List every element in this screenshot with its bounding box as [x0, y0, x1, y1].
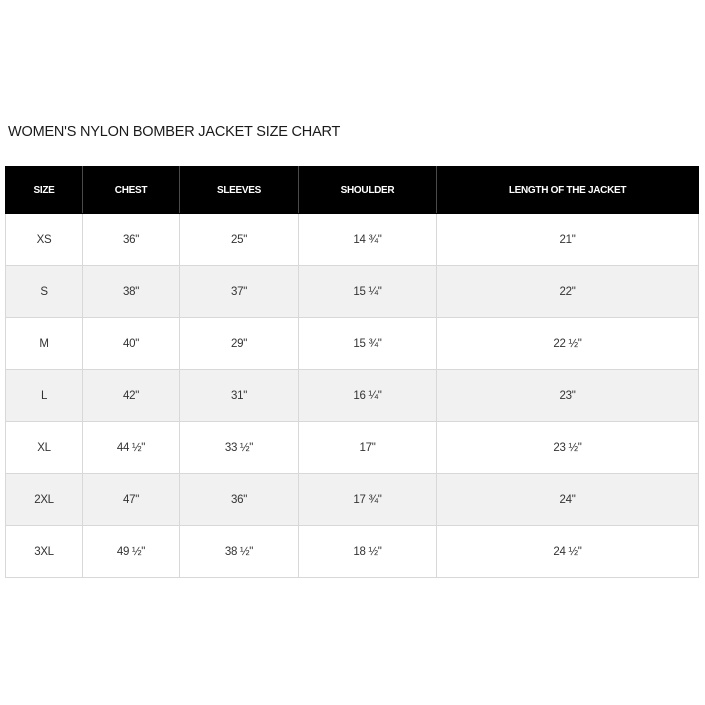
cell-shoulder: 17" — [299, 422, 437, 474]
cell-size: XS — [6, 214, 83, 266]
cell-sleeves: 36" — [180, 474, 299, 526]
cell-sleeves: 33 ½" — [180, 422, 299, 474]
table-header-row — [6, 167, 699, 214]
cell-shoulder: 15 ¾" — [299, 318, 437, 370]
cell-length: 24 ½" — [437, 526, 699, 578]
cell-length: 24" — [437, 474, 699, 526]
cell-length: 22" — [437, 266, 699, 318]
cell-chest: 38" — [83, 266, 180, 318]
cell-shoulder: 16 ¼" — [299, 370, 437, 422]
cell-size: L — [6, 370, 83, 422]
cell-chest: 42" — [83, 370, 180, 422]
cell-length: 23" — [437, 370, 699, 422]
header-length: LENGTH OF THE JACKET — [437, 167, 699, 214]
table-row — [6, 474, 699, 526]
cell-size: M — [6, 318, 83, 370]
header-shoulder: SHOULDER — [299, 167, 437, 214]
cell-chest: 36" — [83, 214, 180, 266]
table-row — [6, 370, 699, 422]
cell-chest: 47" — [83, 474, 180, 526]
size-chart-table — [5, 166, 699, 578]
table-row — [6, 214, 699, 266]
header-sleeves: SLEEVES — [180, 167, 299, 214]
table-row — [6, 266, 699, 318]
cell-sleeves: 29" — [180, 318, 299, 370]
header-size: SIZE — [6, 167, 83, 214]
table-row — [6, 422, 699, 474]
cell-size: S — [6, 266, 83, 318]
table-row — [6, 526, 699, 578]
cell-size: 3XL — [6, 526, 83, 578]
cell-shoulder: 14 ¾" — [299, 214, 437, 266]
cell-shoulder: 17 ¾" — [299, 474, 437, 526]
cell-length: 21" — [437, 214, 699, 266]
cell-sleeves: 38 ½" — [180, 526, 299, 578]
cell-sleeves: 25" — [180, 214, 299, 266]
table-row — [6, 318, 699, 370]
page-title: WOMEN'S NYLON BOMBER JACKET SIZE CHART — [8, 124, 341, 140]
cell-shoulder: 15 ¼" — [299, 266, 437, 318]
cell-shoulder: 18 ½" — [299, 526, 437, 578]
cell-chest: 44 ½" — [83, 422, 180, 474]
cell-chest: 49 ½" — [83, 526, 180, 578]
cell-size: 2XL — [6, 474, 83, 526]
cell-chest: 40" — [83, 318, 180, 370]
cell-sleeves: 37" — [180, 266, 299, 318]
cell-size: XL — [6, 422, 83, 474]
cell-length: 23 ½" — [437, 422, 699, 474]
header-chest: CHEST — [83, 167, 180, 214]
cell-length: 22 ½" — [437, 318, 699, 370]
cell-sleeves: 31" — [180, 370, 299, 422]
